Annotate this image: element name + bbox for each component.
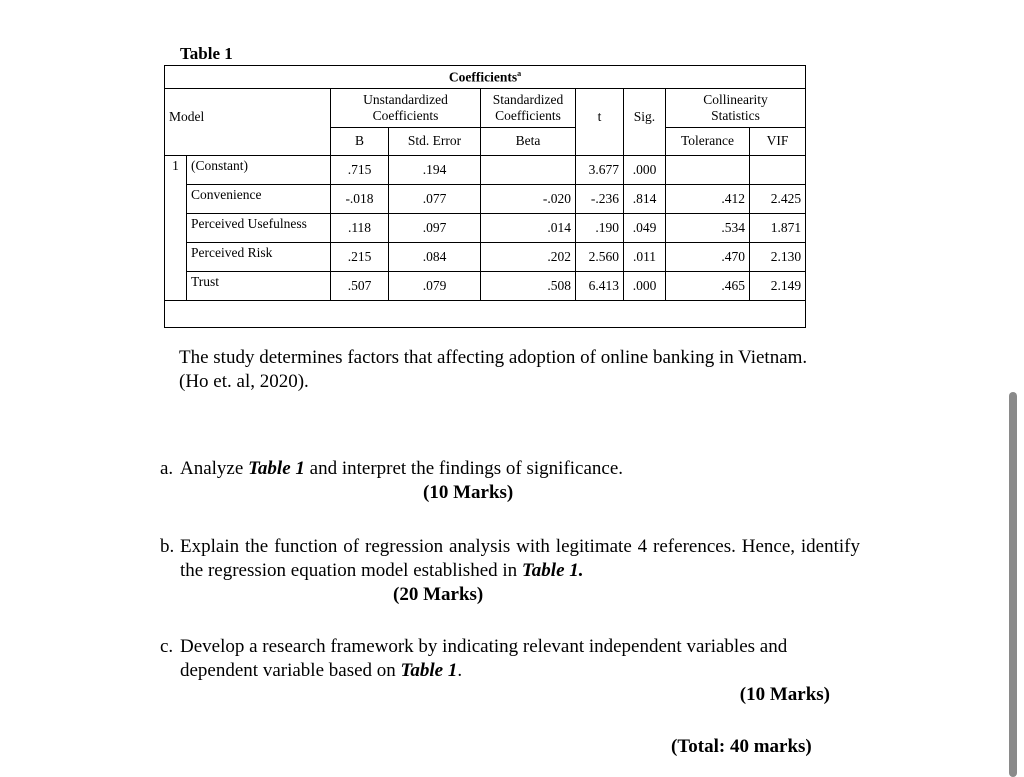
scrollbar-thumb[interactable] [1009,392,1017,777]
question-a: a. Analyze Table 1 and interpret the findings of significance. (10 Marks) [160,457,860,505]
question-b: b. Explain the function of regression analysis with legitimate 4 references. Hence, identify the regression equation model established in Table 1. (20 Marks) [160,536,860,605]
total-marks: (Total: 40 marks) [671,736,812,757]
table-row: Perceived Risk .215 .084 .202 2.560 .011 .470 2.130 [165,242,806,271]
table-footer-row [165,300,806,327]
header-tolerance: Tolerance [666,127,750,155]
table-row: Convenience -.018 .077 -.020 -.236 .814 .412 2.425 [165,184,806,213]
header-standardized: Standardized Coefficients [481,89,576,128]
table-row: 1 (Constant) .715 .194 3.677 .000 [165,155,806,184]
header-std-error: Std. Error [389,127,481,155]
question-c-marks: (10 Marks) [739,684,830,705]
header-unstandardized: Unstandardized Coefficients [331,89,481,128]
coefficients-table [164,65,806,328]
question-b-marks: (20 Marks) [393,584,484,605]
header-collinearity: Collinearity Statistics [666,89,806,128]
table-row: Perceived Usefulness .118 .097 .014 .190 .049 .534 1.871 [165,213,806,242]
question-a-marks: (10 Marks) [423,482,514,503]
header-sig: Sig. [624,89,666,128]
header-model: Model [165,89,331,128]
header-b: B [331,127,389,155]
header-beta: Beta [481,127,576,155]
header-vif: VIF [750,127,806,155]
table-row: Trust .507 .079 .508 6.413 .000 .465 2.149 [165,271,806,300]
table-caption: Table 1 [180,44,233,63]
study-description: The study determines factors that affecting adoption of online banking in Vietnam. (Ho et. al, 2020). [179,347,808,392]
header-t: t [576,89,624,128]
question-c: c. Develop a research framework by indicating relevant independent variables and dependent variable based on Table 1. (10 Marks) [160,636,830,705]
model-number: 1 [165,155,187,300]
table-title: Coefficients$^a$ [165,66,806,89]
